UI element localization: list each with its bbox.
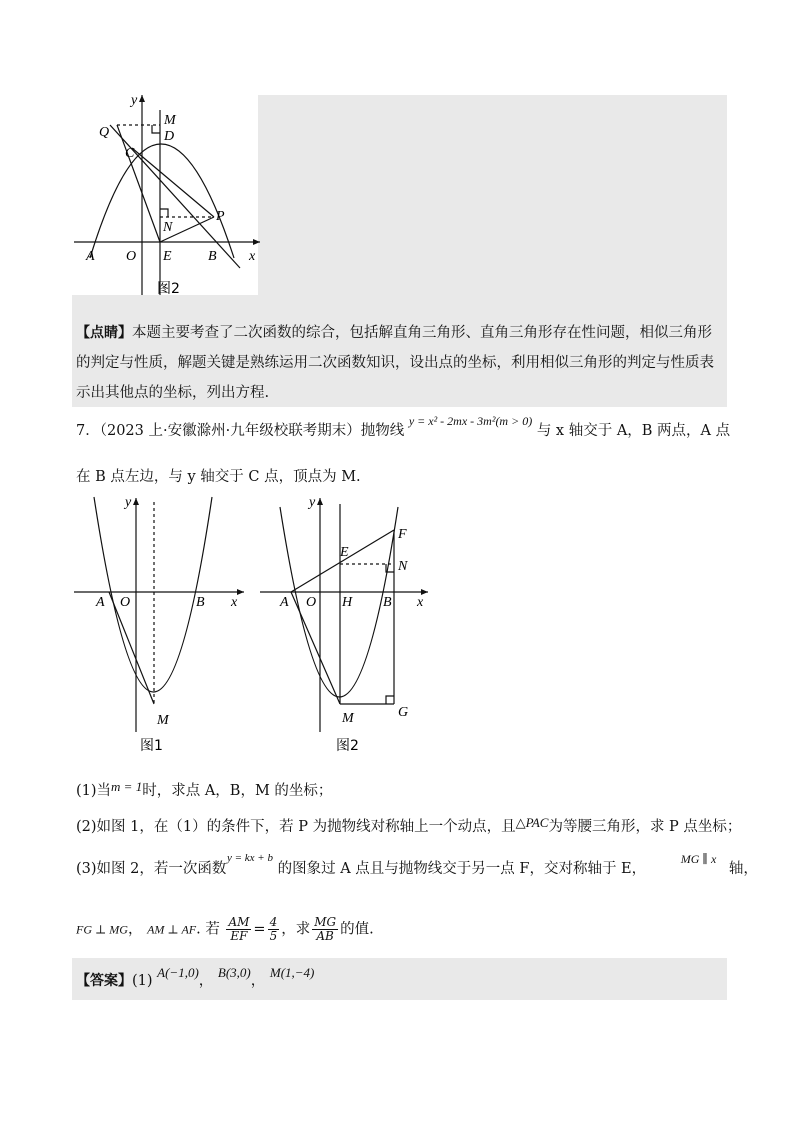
label-C: C <box>125 146 135 161</box>
note-text: 本题主要考查了二次函数的综合，包括解直角三角形、直角三角形存在性问题，相似三角形的判定与性质，解题关键是熟练运用二次函数知识，设出点的坐标，利用相似三角形的判定与性质表示出其他点的坐标，列出方程. <box>76 325 714 401</box>
label-D: D <box>164 129 175 144</box>
fraction-mg-ab-num: MG <box>314 915 337 929</box>
fraction-am-ef-num: AM <box>228 915 250 929</box>
question-condition: (m > 0) <box>495 414 533 428</box>
fig2-label-E: E <box>340 545 349 560</box>
part-1-math: m = 1 <box>111 779 143 794</box>
fig2-label-A: A <box>280 595 289 610</box>
fraction-am-ef-den: EF <box>230 929 248 943</box>
figure-2-caption: 图2 <box>336 738 359 754</box>
note-paragraph <box>76 318 720 408</box>
answer-M: M(1,−4) <box>269 965 315 980</box>
fig2-label-O: O <box>306 595 317 610</box>
fig1-label-M: M <box>157 713 169 728</box>
part-1 <box>76 780 332 802</box>
part-3-if: 若 <box>205 921 220 938</box>
figure-shade-right <box>258 95 727 295</box>
fig1-label-y: y <box>125 495 132 510</box>
fig1-label-x: x <box>231 595 238 610</box>
label-A: A <box>86 249 95 264</box>
fig1-label-O: O <box>120 595 131 610</box>
fig1-label-A: A <box>96 595 105 610</box>
part-2-prefix: (2)如图 1，在（1）的条件下，若 P 为抛物线对称轴上一个动点，且 <box>76 819 516 835</box>
question-source: （2023 上·安徽滁州·九年级校联考期末）抛物线 <box>99 423 405 439</box>
label-Q: Q <box>99 125 110 140</box>
label-N: N <box>163 220 173 235</box>
part-3-axis-word: 轴， <box>728 861 758 877</box>
part-2-text: 为等腰三角形，求 P 点坐标； <box>548 819 742 835</box>
figure-1-caption: 图1 <box>140 738 163 754</box>
part-3-prefix: (3)如图 2，若一次函数 <box>76 861 227 877</box>
fraction-4-5-den: 5 <box>269 929 278 943</box>
label-O: O <box>126 249 137 264</box>
figure-top-caption: 图2 <box>157 281 180 297</box>
note-tag: 【点睛】 <box>76 325 132 341</box>
question-line-1 <box>76 414 731 442</box>
figure-top <box>72 90 262 300</box>
fraction-mg-ab <box>312 916 338 943</box>
fraction-4-5-num: 4 <box>269 915 278 929</box>
part-3-line-2: FG ⊥ MG， AM ⊥ AF. 若 $\frac{AM}{EF}$ = $\frac{4}{5}$ ，求 $\frac{MG}{AB}$ 的值. <box>76 915 374 943</box>
label-B: B <box>208 249 217 264</box>
fig1-parabola <box>94 497 212 692</box>
line-QE <box>117 125 160 242</box>
question-text-after: 与 x 轴交于 A，B 两点，A 点 <box>536 423 731 439</box>
fig2-right-angle-G <box>386 696 394 704</box>
fig2-label-N: N <box>398 559 408 574</box>
part-2-math: △PAC <box>515 815 549 830</box>
part-1-prefix: (1)当 <box>76 783 112 799</box>
question-line-2 <box>76 466 361 488</box>
part-3-perp-2: AM ⊥ AF <box>147 922 197 937</box>
fraction-4-5 <box>268 916 280 943</box>
part-3-line-1 <box>76 852 758 881</box>
answer-A: A(−1,0) <box>157 965 199 980</box>
fig2-label-y: y <box>309 495 316 510</box>
question-equation: y = x² - 2mx - 3m² <box>408 414 496 428</box>
part-3-parallel: MG ∥ x <box>680 852 717 866</box>
right-angle-M <box>152 125 160 133</box>
part-3-function: y = kx + b <box>226 852 273 864</box>
fig1-label-B: B <box>196 595 205 610</box>
label-y: y <box>131 93 138 108</box>
fig2-label-B: B <box>383 595 392 610</box>
part-1-text: 时，求点 A，B，M 的坐标； <box>142 783 333 799</box>
part-3-equals: = <box>253 921 266 938</box>
answer-tag: 【答案】 <box>76 973 132 989</box>
fig2-label-x: x <box>417 595 424 610</box>
part-3-perp-1: FG ⊥ MG <box>76 922 128 937</box>
fig2-label-F: F <box>398 527 407 542</box>
label-E: E <box>163 249 172 264</box>
fig2-label-H: H <box>342 595 353 610</box>
figure-2 <box>258 492 438 762</box>
label-M: M <box>164 113 176 128</box>
fig2-parabola <box>280 507 398 697</box>
answer-part: (1) <box>132 973 153 989</box>
fig2-label-M: M <box>342 711 354 726</box>
part-3-text: 的图象过 A 点且与抛物线交于另一点 F，交对称轴于 E， <box>277 861 647 877</box>
question-line2-text: 在 B 点左边，与 y 轴交于 C 点，顶点为 M. <box>76 469 361 485</box>
fig2-label-G: G <box>398 705 409 720</box>
part-3-ask: ，求 <box>281 921 311 938</box>
fraction-am-ef <box>226 916 251 943</box>
figure-1 <box>72 492 252 762</box>
line-CP <box>132 148 214 217</box>
fig2-line-AF <box>291 530 394 592</box>
part-3-end: 的值. <box>340 921 374 938</box>
question-number: 7． <box>76 423 100 439</box>
fraction-mg-ab-den: AB <box>316 929 334 943</box>
right-angle-N <box>160 209 168 217</box>
label-P: P <box>216 209 225 224</box>
answer-B: B(3,0) <box>217 965 251 980</box>
answer-line: 【答案】(1) A(−1,0)， B(3,0)， M(1,−4) <box>76 965 315 989</box>
fig1-line-AM <box>109 592 154 704</box>
part-2 <box>76 816 741 838</box>
label-x: x <box>249 249 256 264</box>
